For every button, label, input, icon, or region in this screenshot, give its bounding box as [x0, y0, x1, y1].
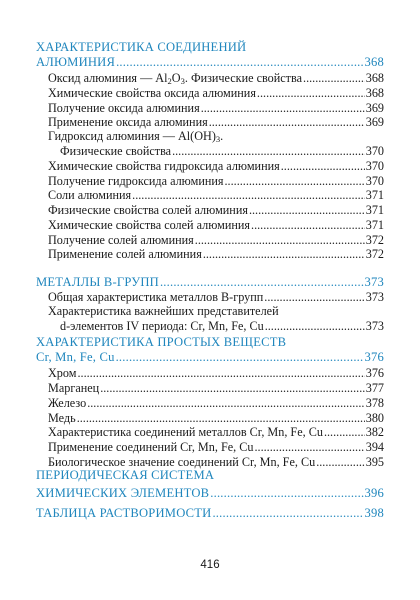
page-ref: 396 [364, 486, 384, 500]
page-ref: 377 [365, 381, 384, 396]
page-ref: 369 [365, 100, 384, 115]
page-ref: 368 [364, 54, 384, 69]
entry-title: d-элементов IV периода: Cr, Mn, Fe, Cu [60, 318, 264, 333]
page-ref: 398 [364, 506, 384, 520]
page-number: 416 [200, 559, 220, 571]
entry-title: Хром [48, 366, 77, 381]
page-ref: 369 [365, 115, 384, 130]
entry-title: Физические свойства солей алюминия [48, 203, 248, 218]
page-ref: 370 [365, 173, 384, 188]
page-ref: 378 [365, 395, 384, 410]
entry-title: Общая характеристика металлов В-групп [48, 290, 264, 305]
page-ref: 371 [365, 203, 384, 218]
entry-title: Характеристика соединений металлов Cr, Mn, Fe, Cu [48, 425, 323, 440]
page-ref: 371 [365, 217, 384, 232]
section-title: Cr, Mn, Fe, Cu [36, 349, 115, 364]
entry-title: Оксид алюминия — $Al_2O_3$. Физические свойства [48, 71, 303, 87]
entry-title: Химические свойства гидроксида алюминия [48, 158, 280, 173]
page-ref: 373 [365, 290, 384, 305]
entry-title: Марганец [48, 381, 100, 396]
entry-title-line: Характеристика важнейших представителей [48, 304, 279, 319]
entry-title: Химические свойства солей алюминия [48, 217, 251, 232]
page-ref: 368 [365, 85, 384, 100]
leader-dots [210, 486, 363, 501]
entry-title: Получение оксида алюминия [48, 100, 200, 115]
page-ref: 373 [365, 318, 384, 333]
entry-title: Химические свойства оксида алюминия [48, 85, 256, 100]
page-ref: 373 [364, 274, 384, 289]
leader-dots [212, 506, 363, 521]
entry-title: Получение гидроксида алюминия [48, 173, 224, 188]
toc-entry-section[interactable] [36, 506, 384, 521]
page-ref: 370 [365, 144, 384, 159]
page-ref: 368 [365, 71, 384, 86]
page-ref: 372 [365, 247, 384, 262]
page-ref: 382 [365, 425, 384, 440]
page-ref: 370 [365, 158, 384, 173]
entry-title: Физические свойства [60, 144, 172, 159]
entry-title: Соли алюминия [48, 188, 132, 203]
section-title: ПЕРИОДИЧЕСКАЯ СИСТЕМА [36, 468, 215, 482]
entry-title: Биологическое значение соединений Cr, Mn, Fe, Cu [48, 454, 316, 469]
page-ref: 376 [365, 366, 384, 381]
entry-title: Получение солей алюминия [48, 232, 194, 247]
entry-title: Медь [48, 410, 76, 425]
page-ref: 380 [365, 410, 384, 425]
page-ref: 394 [365, 440, 384, 455]
entry-title-line: Гидроксид алюминия — $Al(OH)_3$. [48, 129, 224, 145]
page-ref: 376 [364, 349, 384, 364]
section-title: ХИМИЧЕСКИХ ЭЛЕМЕНТОВ [36, 486, 210, 500]
page-ref: 371 [365, 188, 384, 203]
section-title: МЕТАЛЛЫ В-ГРУПП [36, 274, 159, 289]
entry-title: Железо [48, 395, 87, 410]
entry-title: Применение соединений Cr, Mn, Fe, Cu [48, 440, 254, 455]
section-title: ХАРАКТЕРИСТИКА ПРОСТЫХ ВЕЩЕСТВ [36, 335, 287, 350]
section-title: ТАБЛИЦА РАСТВОРИМОСТИ [36, 506, 212, 520]
toc-entry-section[interactable] [36, 486, 384, 501]
section-title: АЛЮМИНИЯ [36, 54, 116, 69]
section-title: ХАРАКТЕРИСТИКА СОЕДИНЕНИЙ [36, 40, 247, 54]
page-ref: 372 [365, 232, 384, 247]
entry-title: Применение солей алюминия [48, 247, 202, 262]
entry-title: Применение оксида алюминия [48, 115, 208, 130]
page-ref: 395 [365, 454, 384, 469]
